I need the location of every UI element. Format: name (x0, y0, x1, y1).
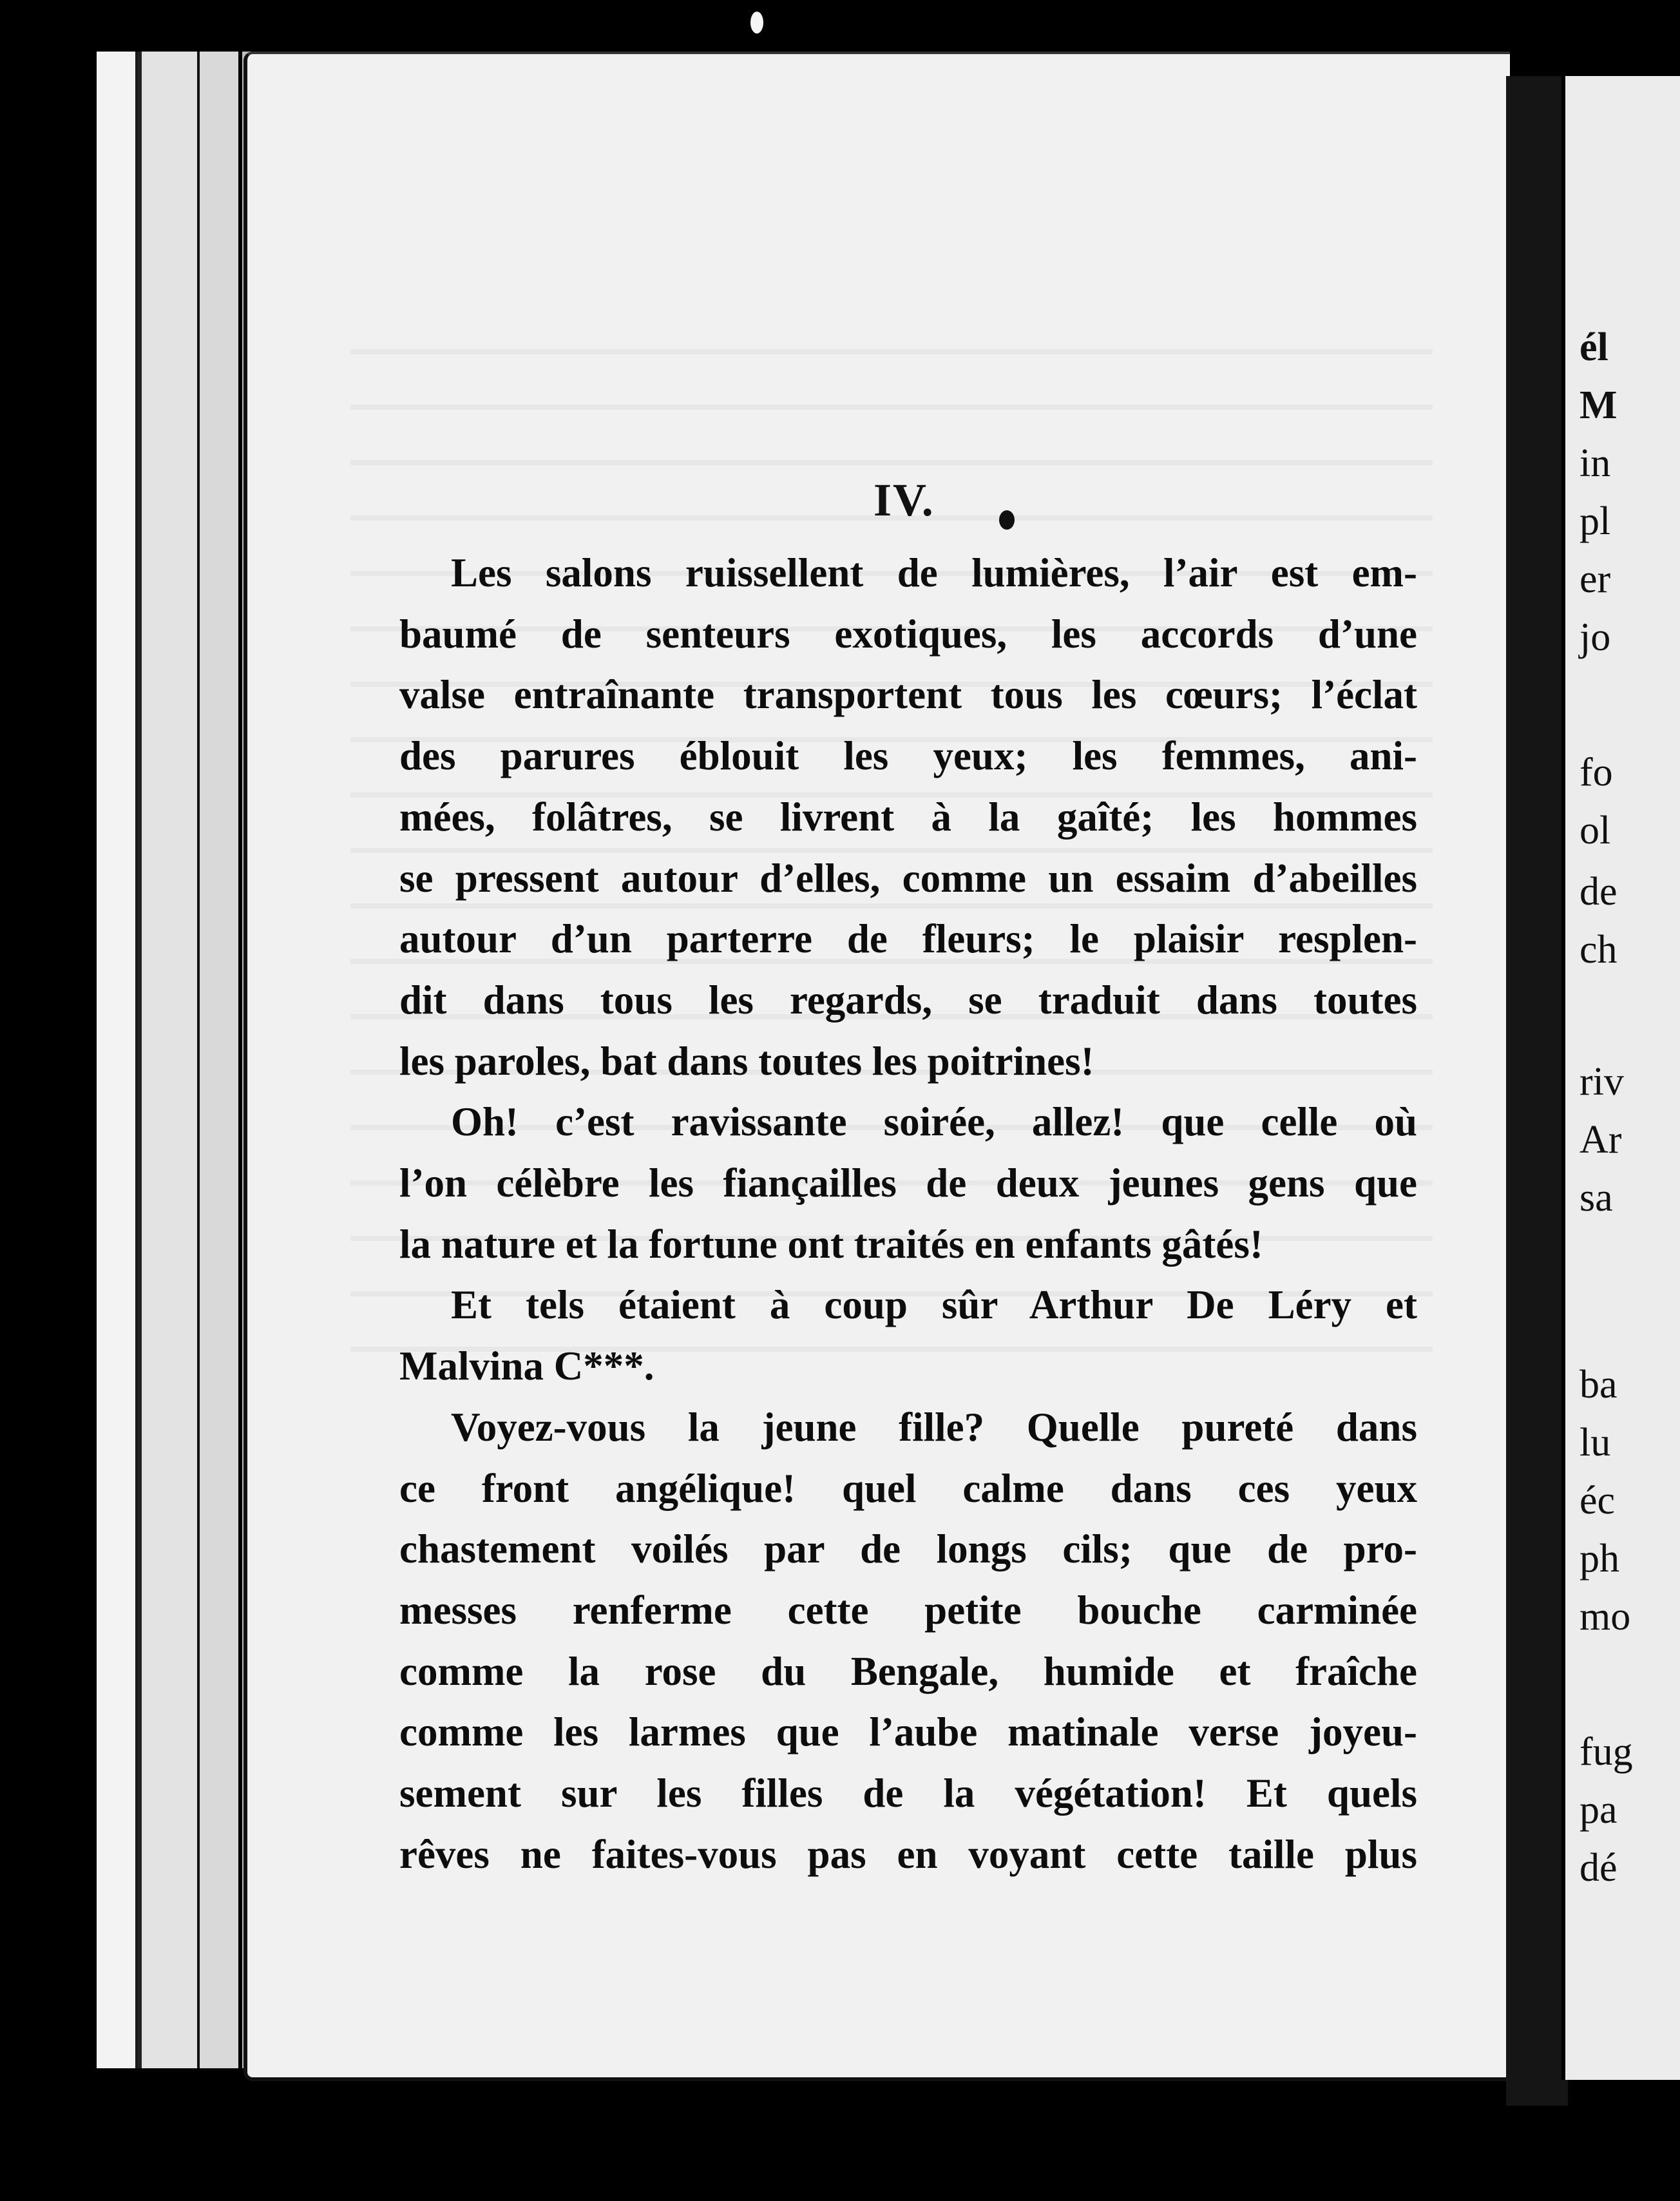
facing-fragment: ba (1580, 1363, 1618, 1407)
facing-fragment: éc (1580, 1479, 1616, 1523)
facing-page (1561, 76, 1680, 2080)
facing-fragment: de (1580, 870, 1618, 914)
text-line: mées, folâtres, se livrent à la gaîté; les hommes (399, 794, 1417, 840)
text-line: Malvina C***. (399, 1343, 654, 1389)
facing-fragment: sa (1580, 1176, 1613, 1220)
page-body-text (399, 543, 1417, 1885)
text-line: les paroles, bat dans toutes les poitrines! (399, 1038, 1094, 1084)
facing-fragment: jo (1580, 615, 1611, 659)
text-line: dit dans tous les regards, se traduit dans toutes (399, 977, 1417, 1023)
book-edge-outer (97, 52, 138, 2068)
text-line: baumé de senteurs exotiques, les accords d’une (399, 611, 1417, 657)
text-line: sement sur les filles de la végétation! Et quels (399, 1771, 1417, 1816)
text-line: la nature et la fortune ont traités en enfants gâtés! (399, 1221, 1263, 1267)
facing-fragment: mo (1580, 1595, 1631, 1639)
text-line: Les salons ruissellent de lumières, l’air est em- (451, 550, 1417, 595)
facing-fragment: fug (1580, 1730, 1633, 1774)
facing-fragment: lu (1580, 1421, 1611, 1465)
paragraph (399, 1397, 1417, 1885)
text-line: messes renferme cette petite bouche carminée (399, 1587, 1417, 1633)
book-edge-inner (197, 52, 241, 2068)
text-line: chastement voilés par de longs cils; que de pro- (399, 1526, 1417, 1572)
facing-fragment: pa (1580, 1788, 1618, 1832)
book-edge-middle (138, 52, 202, 2068)
text-line: autour d’un parterre de fleurs; le plaisir resplen- (399, 916, 1417, 962)
book-gutter (1506, 76, 1568, 2106)
text-line: comme les larmes que l’aube matinale verse joyeu- (399, 1709, 1417, 1755)
text-line: Et tels étaient à coup sûr Arthur De Léry et (451, 1282, 1417, 1328)
ink-dot (999, 510, 1015, 530)
facing-fragment: M (1580, 383, 1618, 427)
facing-fragment: ch (1580, 928, 1618, 972)
paragraph (399, 543, 1417, 1091)
facing-fragment: Ar (1580, 1118, 1622, 1162)
text-line: Oh! c’est ravissante soirée, allez! que celle où (451, 1099, 1417, 1145)
scan-mark (750, 12, 763, 34)
text-line: valse entraînante transportent tous les cœurs; l’éclat (399, 672, 1417, 718)
paragraph (399, 1274, 1417, 1396)
facing-fragment: él (1580, 325, 1608, 369)
facing-fragment: er (1580, 557, 1611, 601)
text-line: comme la rose du Bengale, humide et fraîche (399, 1648, 1417, 1694)
paragraph (399, 1091, 1417, 1274)
facing-fragment: fo (1580, 751, 1613, 794)
text-line: des parures éblouit les yeux; les femmes, ani- (399, 733, 1417, 779)
facing-fragment: ol (1580, 809, 1611, 852)
text-line: l’on célèbre les fiançailles de deux jeunes gens que (399, 1160, 1417, 1206)
text-line: Voyez-vous la jeune fille? Quelle pureté dans (451, 1404, 1417, 1450)
facing-fragment: dé (1580, 1846, 1618, 1890)
facing-fragment: pl (1580, 499, 1611, 543)
text-line: ce front angélique! quel calme dans ces yeux (399, 1465, 1417, 1511)
text-line: rêves ne faites-vous pas en voyant cette taille plus (399, 1831, 1417, 1877)
text-line: se pressent autour d’elles, comme un essaim d’abeilles (399, 855, 1417, 901)
facing-fragment: ph (1580, 1537, 1619, 1581)
chapter-heading: IV. (873, 474, 935, 526)
facing-fragment: in (1580, 441, 1611, 485)
facing-fragment: riv (1580, 1060, 1624, 1104)
